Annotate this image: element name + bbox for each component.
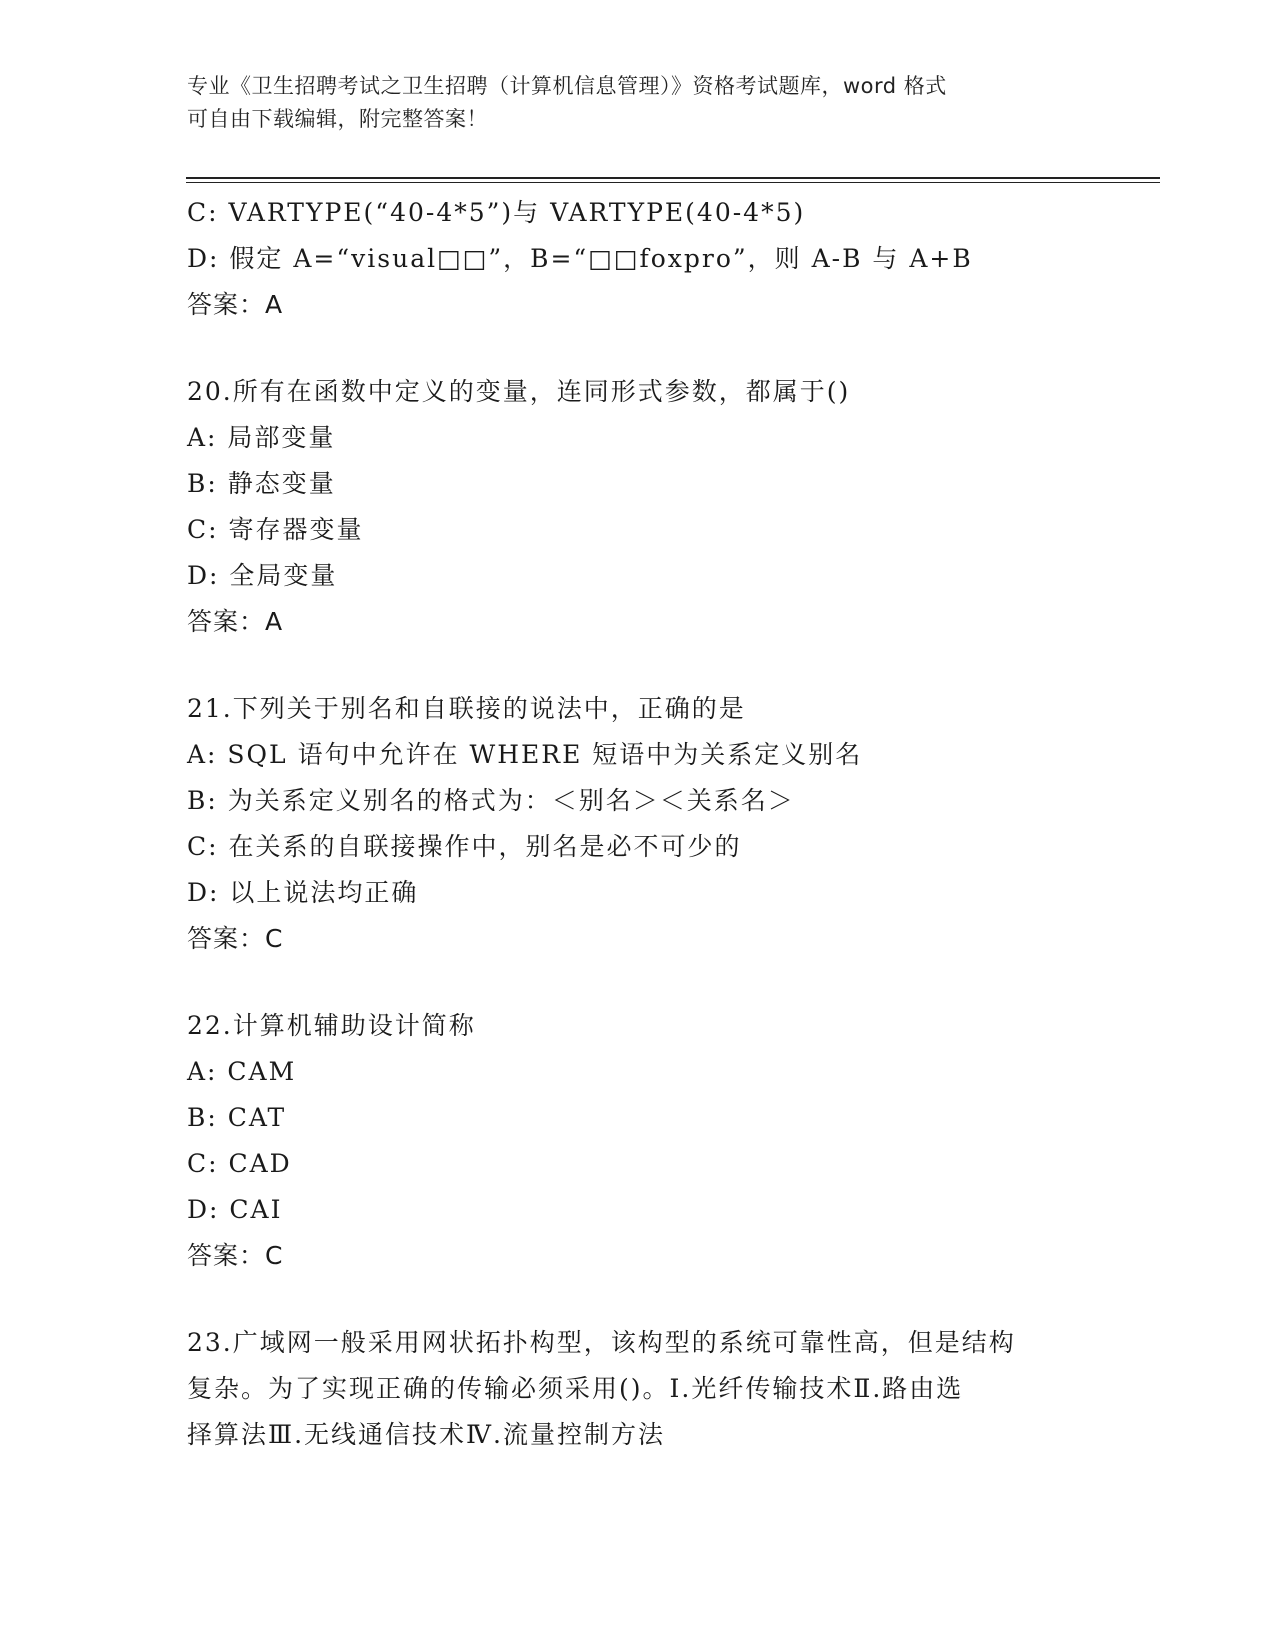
header-rule-thin [186,182,1160,183]
option-d: D: 假定 A=“visual□□”，B=“□□foxpro”，则 A-B 与 A+B [187,244,973,273]
question-text: 20.所有在函数中定义的变量，连同形式参数，都属于() [187,377,851,406]
answer: 答案：A [187,290,284,319]
header-rule-thick [186,177,1160,179]
answer: 答案：C [187,924,284,953]
option-c: C: VARTYPE(“40-4*5”)与 VARTYPE(40-4*5) [187,198,806,227]
question-20 [187,369,1087,645]
option-b: B: 为关系定义别名的格式为：＜别名＞＜关系名＞ [187,786,795,815]
question-text: 22.计算机辅助设计简称 [187,1011,476,1040]
header-line-1: 专业《卫生招聘考试之卫生招聘（计算机信息管理）》资格考试题库，word 格式 [187,74,947,98]
option-d: D: 全局变量 [187,561,338,590]
option-d: D: 以上说法均正确 [187,878,419,907]
header-line-2: 可自由下载编辑，附完整答案！ [187,107,488,131]
option-b: B: 静态变量 [187,469,336,498]
option-a: A: SQL 语句中允许在 WHERE 短语中为关系定义别名 [187,740,863,769]
option-d: D: CAI [187,1195,283,1224]
document-header [187,70,1087,136]
question-text: 21.下列关于别名和自联接的说法中，正确的是 [187,694,746,723]
option-b: B: CAT [187,1103,287,1132]
option-a: A: 局部变量 [187,423,336,452]
answer: 答案：A [187,607,284,636]
question-21 [187,686,1087,962]
question-22 [187,1003,1087,1279]
question-text-line-3: 择算法Ⅲ.无线通信技术Ⅳ.流量控制方法 [187,1420,665,1449]
option-a: A: CAM [187,1057,297,1086]
question-text-line-1: 23.广域网一般采用网状拓扑构型，该构型的系统可靠性高，但是结构 [187,1328,1016,1357]
question-23 [187,1320,1087,1458]
question-body [187,190,1087,1458]
option-c: C: CAD [187,1149,292,1178]
option-c: C: 寄存器变量 [187,515,364,544]
option-c: C: 在关系的自联接操作中，别名是必不可少的 [187,832,742,861]
answer: 答案：C [187,1241,284,1270]
question-19-tail [187,190,1087,328]
question-text-line-2: 复杂。为了实现正确的传输必须采用()。Ⅰ.光纤传输技术Ⅱ.路由选 [187,1374,964,1403]
